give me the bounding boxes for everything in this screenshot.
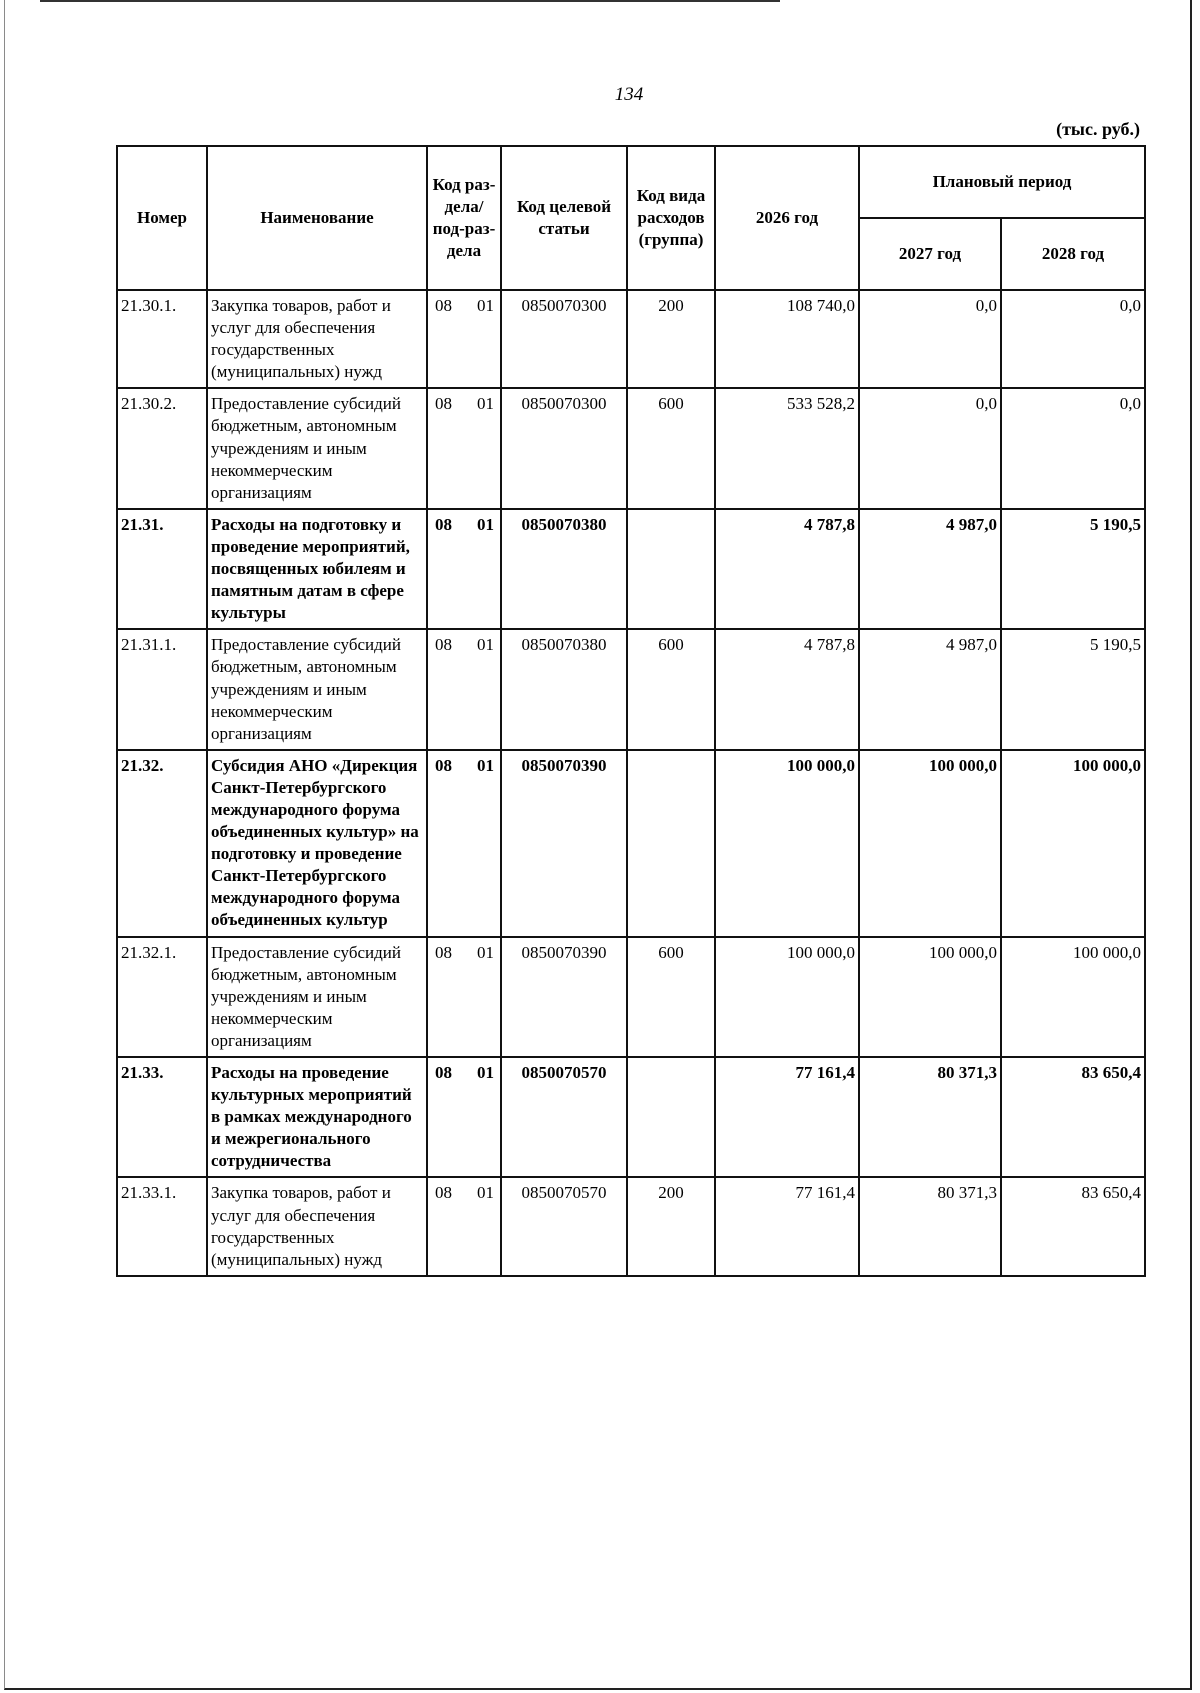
row-target-code: 0850070300 — [501, 388, 627, 508]
section-code — [431, 295, 497, 317]
row-section — [427, 1177, 501, 1275]
row-number: 21.31. — [117, 509, 207, 629]
row-2027-amount: 80 371,3 — [859, 1057, 1001, 1177]
section-code-part: 08 — [435, 942, 452, 962]
row-section — [427, 388, 501, 508]
section-code-part: 08 — [435, 635, 452, 655]
row-section — [427, 937, 501, 1057]
row-expense-type: 600 — [627, 388, 715, 508]
section-code-part: 08 — [435, 1063, 452, 1082]
row-target-code: 0850070380 — [501, 629, 627, 749]
header-expense-type: Код вида расходов (группа) — [627, 146, 715, 290]
row-expense-type: 600 — [627, 937, 715, 1057]
header-2028: 2028 год — [1001, 218, 1145, 290]
row-number: 21.33.1. — [117, 1177, 207, 1275]
section-code — [431, 634, 497, 656]
row-expense-type: 200 — [627, 290, 715, 388]
header-section: Код раз-дела/ под-раз-дела — [427, 146, 501, 290]
row-2027-amount: 0,0 — [859, 290, 1001, 388]
table-row — [117, 937, 1145, 1057]
row-name: Субсидия АНО «Дирекция Санкт-Петербургского международного форума объединенных культур» на подготовку и проведение Санкт-Петербургского международного форума объединенных культур — [207, 750, 427, 937]
table-row — [117, 1177, 1145, 1275]
row-2027-amount: 4 987,0 — [859, 629, 1001, 749]
row-name: Расходы на подготовку и проведение мероприятий, посвященных юбилеям и памятным датам в сфере культуры — [207, 509, 427, 629]
row-2027-amount: 100 000,0 — [859, 937, 1001, 1057]
row-2026-amount: 77 161,4 — [715, 1177, 859, 1275]
row-expense-type: 600 — [627, 629, 715, 749]
header-2027: 2027 год — [859, 218, 1001, 290]
row-2027-amount: 0,0 — [859, 388, 1001, 508]
table-row — [117, 290, 1145, 388]
header-planned-period: Плановый период — [859, 146, 1145, 218]
row-expense-type — [627, 1057, 715, 1177]
row-2028-amount: 5 190,5 — [1001, 509, 1145, 629]
section-code — [431, 1062, 497, 1084]
section-code — [431, 942, 497, 964]
row-target-code: 0850070570 — [501, 1057, 627, 1177]
row-2028-amount: 83 650,4 — [1001, 1057, 1145, 1177]
section-code — [431, 514, 497, 536]
page-number: 134 — [614, 84, 644, 105]
subsection-code-part: 01 — [477, 1063, 494, 1082]
row-number: 21.32. — [117, 750, 207, 937]
row-name: Предоставление субсидий бюджетным, автономным учреждениям и иным некоммерческим организациям — [207, 629, 427, 749]
row-number: 21.30.1. — [117, 290, 207, 388]
section-code — [431, 393, 497, 415]
section-code-part: 08 — [435, 755, 452, 775]
row-name: Расходы на проведение культурных мероприятий в рамках международного и межрегионального сотрудничества — [207, 1057, 427, 1177]
row-section — [427, 509, 501, 629]
table-row — [117, 750, 1145, 937]
subsection-code-part: 01 — [477, 296, 494, 315]
row-2026-amount: 100 000,0 — [715, 937, 859, 1057]
scan-top-edge — [40, 0, 780, 2]
row-target-code: 0850070570 — [501, 1177, 627, 1275]
row-name: Закупка товаров, работ и услуг для обеспечения государственных (муниципальных) нужд — [207, 1177, 427, 1275]
row-target-code: 0850070300 — [501, 290, 627, 388]
section-code — [431, 755, 497, 777]
subsection-code-part: 01 — [477, 635, 494, 655]
subsection-code-part: 01 — [477, 1183, 494, 1203]
subsection-code-part: 01 — [477, 942, 494, 962]
row-2028-amount: 0,0 — [1001, 290, 1145, 388]
row-name: Предоставление субсидий бюджетным, автономным учреждениям и иным некоммерческим организациям — [207, 937, 427, 1057]
row-2028-amount: 83 650,4 — [1001, 1177, 1145, 1275]
table-row — [117, 629, 1145, 749]
row-2027-amount: 100 000,0 — [859, 750, 1001, 937]
row-expense-type — [627, 509, 715, 629]
row-2028-amount: 100 000,0 — [1001, 750, 1145, 937]
row-2028-amount: 5 190,5 — [1001, 629, 1145, 749]
budget-table — [116, 145, 1146, 1277]
table-row — [117, 388, 1145, 508]
header-number: Номер — [117, 146, 207, 290]
row-name: Закупка товаров, работ и услуг для обеспечения государственных (муниципальных) нужд — [207, 290, 427, 388]
row-target-code: 0850070390 — [501, 937, 627, 1057]
row-2026-amount: 77 161,4 — [715, 1057, 859, 1177]
row-2026-amount: 108 740,0 — [715, 290, 859, 388]
row-2026-amount: 4 787,8 — [715, 509, 859, 629]
row-2028-amount: 0,0 — [1001, 388, 1145, 508]
row-section — [427, 629, 501, 749]
subsection-code-part: 01 — [477, 514, 494, 534]
row-2026-amount: 533 528,2 — [715, 388, 859, 508]
row-target-code: 0850070380 — [501, 509, 627, 629]
section-code-part: 08 — [435, 296, 452, 315]
row-2028-amount: 100 000,0 — [1001, 937, 1145, 1057]
row-2027-amount: 80 371,3 — [859, 1177, 1001, 1275]
row-number: 21.32.1. — [117, 937, 207, 1057]
table-row — [117, 509, 1145, 629]
row-section — [427, 1057, 501, 1177]
header-target: Код целевой статьи — [501, 146, 627, 290]
row-number: 21.31.1. — [117, 629, 207, 749]
section-code-part: 08 — [435, 394, 452, 414]
section-code-part: 08 — [435, 1183, 452, 1203]
section-code-part: 08 — [435, 514, 452, 534]
row-2026-amount: 4 787,8 — [715, 629, 859, 749]
subsection-code-part: 01 — [477, 394, 494, 414]
row-expense-type: 200 — [627, 1177, 715, 1275]
row-number: 21.30.2. — [117, 388, 207, 508]
units-label: (тыс. руб.) — [1056, 119, 1140, 139]
row-2026-amount: 100 000,0 — [715, 750, 859, 937]
section-code — [431, 1182, 497, 1204]
row-target-code: 0850070390 — [501, 750, 627, 937]
subsection-code-part: 01 — [477, 755, 494, 775]
table-body — [117, 290, 1145, 1276]
table-row — [117, 1057, 1145, 1177]
header-2026: 2026 год — [715, 146, 859, 290]
header-name: Наименование — [207, 146, 427, 290]
row-number: 21.33. — [117, 1057, 207, 1177]
row-expense-type — [627, 750, 715, 937]
row-section — [427, 290, 501, 388]
row-name: Предоставление субсидий бюджетным, автономным учреждениям и иным некоммерческим организациям — [207, 388, 427, 508]
row-2027-amount: 4 987,0 — [859, 509, 1001, 629]
row-section — [427, 750, 501, 937]
